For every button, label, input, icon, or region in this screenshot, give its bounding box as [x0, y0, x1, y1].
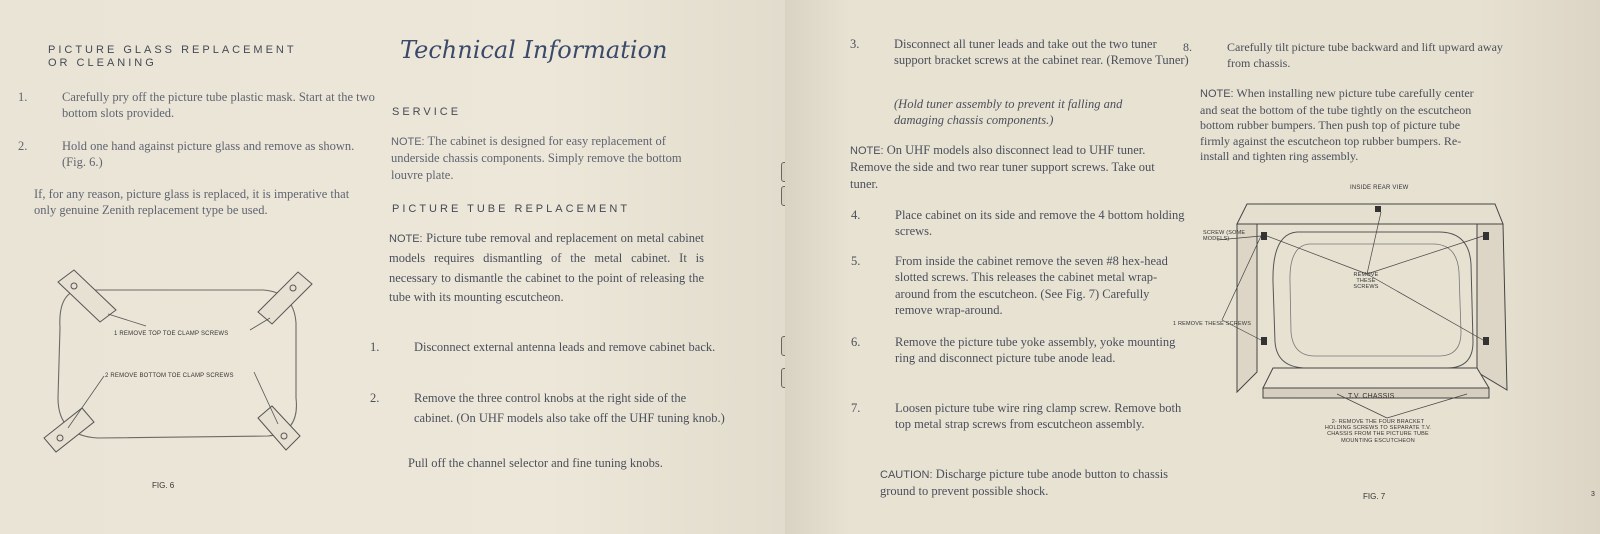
right-page: [785, 0, 1600, 534]
caution-note: [880, 466, 1170, 500]
service-note-text: The cabinet is designed for easy replacement of underside chassis components. Simply remove the bottom louvre plate.: [391, 134, 682, 182]
fig6-clamp-bottom-left: [44, 408, 94, 452]
caution-label: CAUTION:: [880, 469, 933, 481]
fig7-right-side: [1477, 224, 1507, 390]
install-note-label: NOTE:: [1200, 88, 1234, 100]
step-3-text: Disconnect all tuner leads and take out the two tuner support bracket screws at the cabinet rear. (Remove Tuner): [894, 37, 1189, 68]
glass-heading-line2: OR CLEANING: [48, 57, 157, 69]
step-3-num: 3.: [850, 37, 860, 51]
fig6-label-bottom: 2 REMOVE BOTTOM TOE CLAMP SCREWS: [105, 373, 234, 379]
step-8: [1183, 39, 1507, 72]
picture-tube-note-text: Picture tube removal and replacement on metal cabinet models requires dismantling of the metal cabinet. It is necessary to dismantle the cabinet to the point of releasing the tube with its mounting escutcheon.: [389, 231, 705, 304]
step-2-num: 2.: [370, 391, 380, 405]
step-1-num: 1.: [370, 340, 380, 354]
caution-text: Discharge picture tube anode button to chassis ground to prevent possible shock.: [880, 467, 1169, 499]
pull-off-knobs: Pull off the channel selector and fine tuning knobs.: [408, 456, 663, 470]
glass-step-2-text: Hold one hand against picture glass and remove as shown. (Fig. 6.): [62, 139, 355, 170]
fig7-chassis-top: [1263, 368, 1489, 388]
fig7-caption: FIG. 7: [1363, 492, 1386, 501]
fig6-clamp-bottom-right: [258, 406, 300, 450]
step-4: [851, 207, 1190, 240]
picture-tube-note-label: NOTE:: [389, 233, 423, 245]
fig7-screw-5: [1375, 206, 1381, 212]
fig7-screw-4: [1483, 337, 1489, 345]
glass-step-2-num: 2.: [18, 139, 28, 153]
fig7-left-side: [1237, 224, 1257, 392]
step-7-num: 7.: [851, 401, 861, 415]
glass-step-1: [18, 89, 377, 122]
glass-step-2: [18, 138, 377, 171]
page-title: Technical Information: [400, 36, 668, 64]
page-number: 3: [1591, 491, 1595, 498]
fig7-screw-2: [1261, 337, 1267, 345]
glass-heading-line1: PICTURE GLASS REPLACEMENT: [48, 44, 297, 56]
step-5: [851, 253, 1190, 318]
step-8-num: 8.: [1183, 40, 1192, 54]
fig7-screw-1: [1261, 232, 1267, 240]
hold-tuner-note: (Hold tuner assembly to prevent it falling and damaging chassis components.): [894, 97, 1123, 128]
fig7-bracket-label: 2- REMOVE THE FOUR BRACKET HOLDING SCREWS TO SEPARATE T.V. CHASSIS FROM THE PICTURE TUBE MOUNTING ESCUTCHEON: [1324, 419, 1432, 444]
fig7-top-frame: [1237, 204, 1503, 224]
service-heading: SERVICE: [392, 106, 462, 118]
uhf-note-text: On UHF models also disconnect lead to UHF tuner. Remove the side and two rear tuner support screws. Take out tuner.: [850, 143, 1155, 191]
uhf-note: [850, 142, 1170, 192]
fig7-tube-face: [1273, 232, 1473, 368]
step-1: [370, 338, 726, 357]
glass-step-1-num: 1.: [18, 90, 28, 104]
fig6-diagram: [38, 268, 318, 468]
fig6-clamp-top-right: [258, 272, 312, 324]
fig7-screw-label: SCREW (SOME MODELS): [1203, 230, 1246, 242]
fig7-remove-these-left: 1 REMOVE THESE SCREWS: [1173, 321, 1252, 327]
picture-tube-heading: PICTURE TUBE REPLACEMENT: [392, 203, 631, 215]
step-6-text: Remove the picture tube yoke assembly, yoke mounting ring and disconnect picture tube anode lead.: [895, 335, 1176, 366]
install-note-text: When installing new picture tube carefully center and seat the bottom of the tube tightly on the escutcheon bottom rubber bumpers. Then push top of picture tube firmly against the escutcheon top rubber bumpers. Re-install and tighten ring assembly.: [1200, 86, 1474, 163]
step-2: [370, 388, 726, 428]
glass-step-1-text: Carefully pry off the picture tube plastic mask. Start at the two bottom slots provided.: [62, 90, 375, 121]
glass-note: If, for any reason, picture glass is replaced, it is imperative that only genuine Zenith replacement type be used.: [34, 187, 350, 218]
step-7-text: Loosen picture tube wire ring clamp screw. Remove both top metal strap screws from escutcheon assembly.: [895, 401, 1182, 432]
step-4-text: Place cabinet on its side and remove the 4 bottom holding screws.: [895, 208, 1185, 239]
fig7-remove-these: REMOVE THESE SCREWS: [1353, 272, 1379, 290]
fig6-label-top: 1 REMOVE TOP TOE CLAMP SCREWS: [114, 331, 229, 337]
fig6-caption: FIG. 6: [152, 481, 175, 490]
step-5-text: From inside the cabinet remove the seven #8 hex-head slotted screws. This releases the cabinet metal wrap-around from the escutcheon. (See Fig. 7) Carefully remove wrap-around.: [895, 254, 1168, 317]
step-6-num: 6.: [851, 335, 861, 349]
step-2-text: Remove the three control knobs at the right side of the cabinet. (On UHF models also take off the UHF tuning knob.): [414, 391, 725, 425]
fig7-screw-3: [1483, 232, 1489, 240]
step-3: [850, 36, 1194, 69]
step-8-text: Carefully tilt picture tube backward and lift upward away from chassis.: [1227, 40, 1503, 71]
fig7-chassis-label: T.V. CHASSIS: [1348, 393, 1395, 400]
picture-tube-note: [389, 229, 704, 307]
fig7-title: INSIDE REAR VIEW: [1350, 185, 1409, 191]
step-7: [851, 400, 1190, 433]
left-page: [0, 0, 785, 534]
step-1-text: Disconnect external antenna leads and remove cabinet back.: [414, 340, 716, 354]
step-4-num: 4.: [851, 208, 861, 222]
uhf-note-label: NOTE:: [850, 145, 884, 157]
step-6: [851, 334, 1190, 367]
service-note: [391, 133, 703, 183]
step-5-num: 5.: [851, 254, 861, 268]
install-note: [1200, 86, 1490, 165]
service-note-label: NOTE:: [391, 136, 425, 148]
